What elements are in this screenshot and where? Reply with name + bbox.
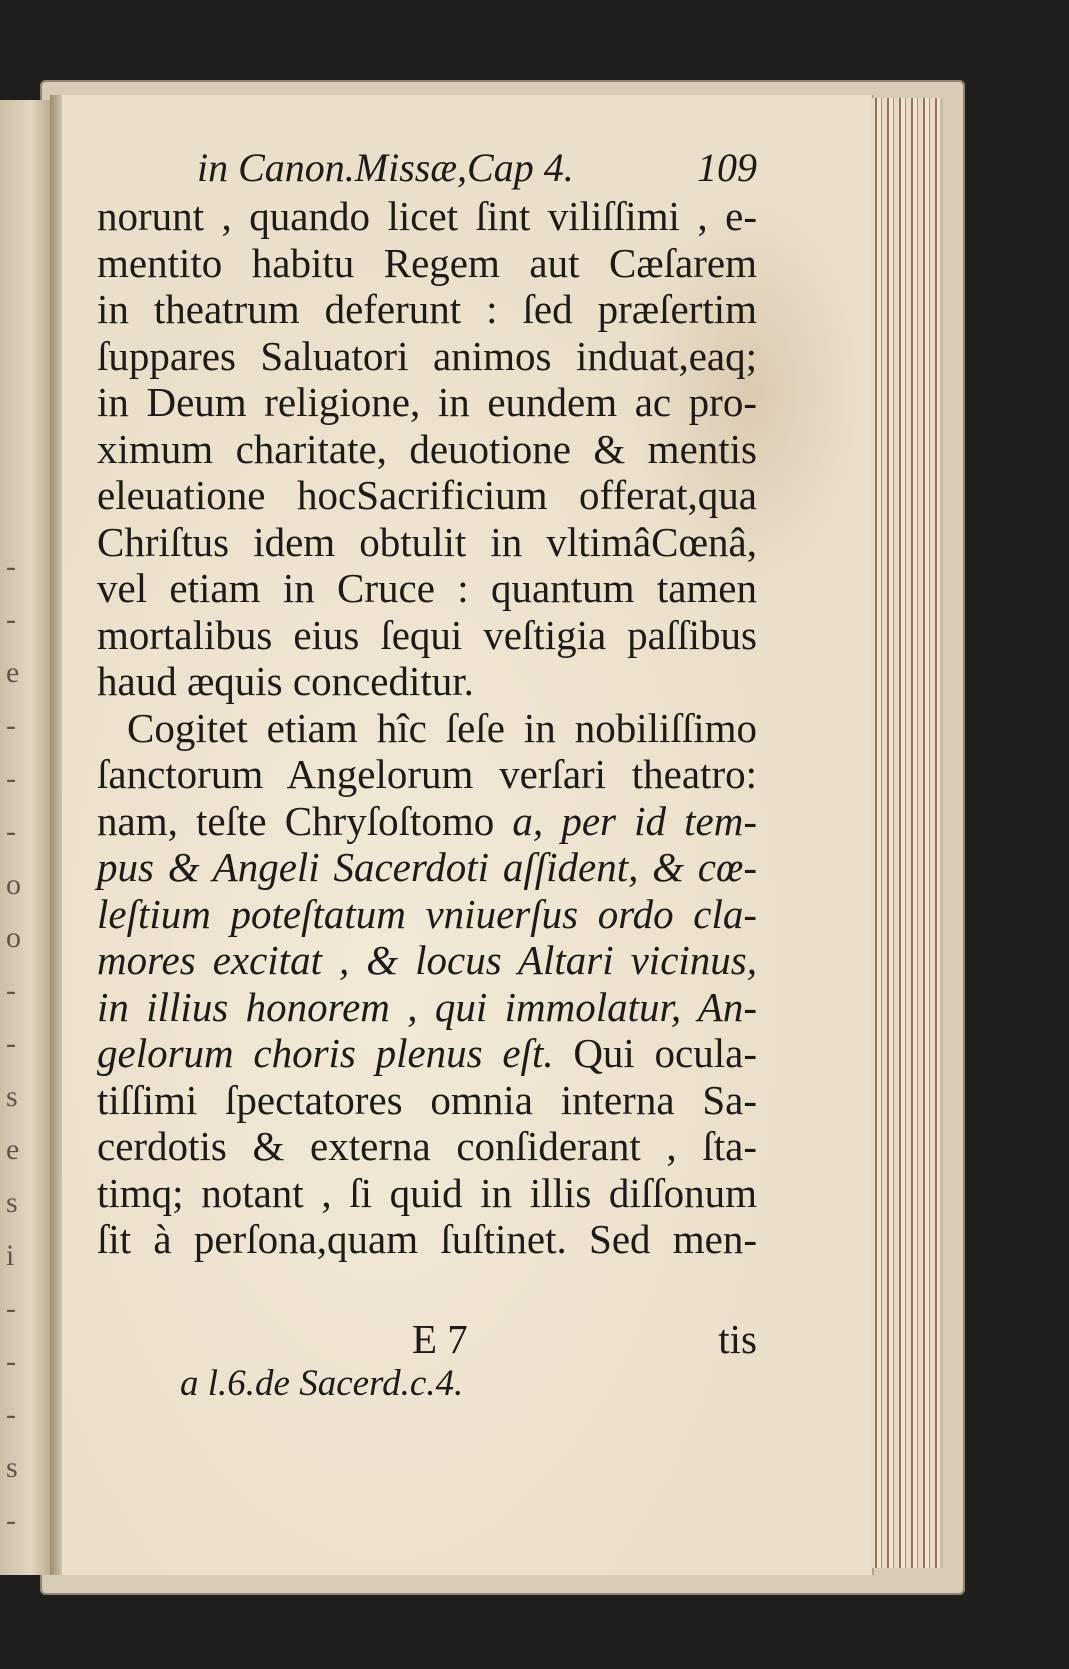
edge-mark: -	[6, 709, 16, 742]
text-line: timq; notant , ſi quid in illis diſſonum	[97, 1169, 757, 1216]
edge-mark: -	[6, 1292, 16, 1325]
edge-mark: o	[6, 868, 21, 901]
italic-quote-line: in illius honorem , qui immolatur, An-	[97, 983, 757, 1030]
text-line: ſanctorum Angelorum verſari theatro:	[97, 751, 757, 797]
edge-mark: -	[6, 974, 16, 1007]
text-line: in theatrum deferunt : ſed præſertim	[97, 286, 757, 332]
text-line: mentito habitu Regem aut Cæſarem	[97, 239, 757, 286]
italic-segment: a, per id tem-	[512, 797, 757, 844]
edge-mark: s	[6, 1451, 18, 1484]
catchword: tis	[718, 1316, 757, 1362]
text-line: haud æquis conceditur.	[97, 658, 474, 704]
text-line-mixed	[97, 1030, 757, 1077]
page-edges	[870, 98, 943, 1568]
text-line-mixed	[97, 798, 757, 845]
paragraph-start-line: Cogitet etiam hîc ſeſe in nobiliſſimo	[127, 704, 757, 751]
edge-mark: -	[6, 815, 16, 848]
edge-mark: -	[6, 1027, 16, 1060]
marginal-note: a l.6.de Sacerd.c.4.	[180, 1363, 464, 1404]
edge-mark: s	[6, 1080, 18, 1113]
text-line: tiſſimi ſpectatores omnia interna Sa-	[97, 1076, 757, 1123]
signature-mark: E 7	[412, 1316, 468, 1362]
italic-segment: gelorum choris plenus eſt.	[97, 1030, 554, 1076]
left-facing-page	[0, 100, 54, 1575]
left-page-edge-text	[6, 540, 46, 1547]
text-line: norunt , quando licet ſint viliſſimi , e-	[97, 193, 757, 239]
edge-mark: -	[6, 550, 16, 583]
text-segment: nam, teſte Chryſoſtomo	[97, 797, 495, 844]
edge-mark: s	[6, 1186, 18, 1219]
italic-quote-line: pus & Angeli Sacerdoti aſſident, & cœ-	[97, 844, 757, 890]
edge-mark: -	[6, 603, 16, 636]
page-text	[97, 145, 757, 1263]
text-line: mortalibus eius ſequi veſtigia paſſibus	[97, 611, 757, 658]
edge-mark: -	[6, 1345, 16, 1378]
text-line: ſuppares Saluatori animos induat,eaq;	[97, 332, 757, 379]
edge-mark: i	[6, 1239, 15, 1272]
edge-mark: e	[6, 656, 20, 689]
text-segment: Qui ocula-	[573, 1030, 757, 1076]
edge-mark: o	[6, 921, 21, 954]
text-line: ximum charitate, deuotione & mentis	[97, 425, 757, 472]
italic-quote-line: leſtium poteſtatum vniuerſus ordo cla-	[97, 890, 757, 937]
italic-quote-line: mores excitat , & locus Altari vicinus,	[97, 937, 757, 983]
text-line: in Deum religione, in eundem ac pro-	[97, 379, 757, 425]
text-line: Chriſtus idem obtulit in vltimâCœnâ,	[97, 518, 757, 565]
edge-mark: -	[6, 762, 16, 795]
catch-line	[97, 1315, 757, 1363]
text-line: cerdotis & externa conſiderant , ſta-	[97, 1123, 757, 1169]
text-line: vel etiam in Cruce : quantum tamen	[97, 565, 757, 611]
running-head	[97, 145, 757, 193]
running-title: in Canon.Missæ,Cap 4.	[197, 145, 574, 190]
text-line: ſit à perſona,quam ſuſtinet. Sed men-	[97, 1216, 757, 1262]
page-number: 109	[697, 145, 757, 190]
edge-mark: -	[6, 1398, 16, 1431]
edge-mark: e	[6, 1133, 20, 1166]
edge-mark: -	[6, 1504, 16, 1537]
text-line: eleuatione hocSacrificium offerat,qua	[97, 472, 757, 518]
